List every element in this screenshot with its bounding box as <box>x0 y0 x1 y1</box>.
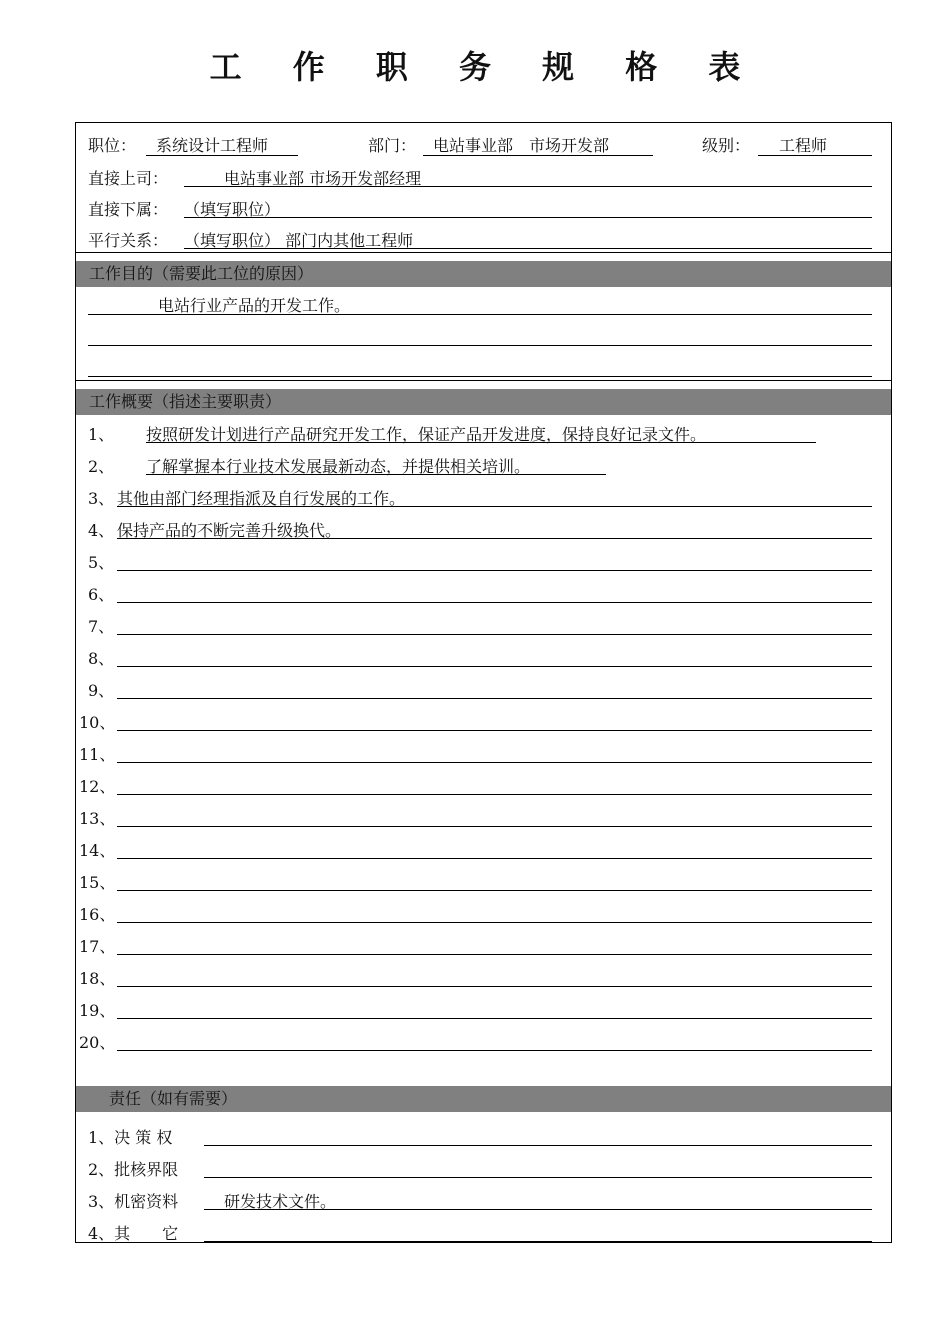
responsibility-value[interactable] <box>224 1221 950 1247</box>
summary-item-text[interactable] <box>117 582 950 608</box>
responsibility-line <box>204 1209 872 1210</box>
summary-item-text[interactable] <box>117 902 950 928</box>
summary-item-number: 15、 <box>79 873 116 892</box>
summary-item-number: 14、 <box>79 841 116 860</box>
summary-item-text[interactable] <box>117 966 950 992</box>
responsibility-line <box>204 1241 872 1242</box>
summary-item-number: 13、 <box>79 809 116 828</box>
responsibility-heading: 责任（如有需要） <box>109 1089 238 1108</box>
summary-heading-bar <box>76 389 891 415</box>
summary-heading: 工作概要（指述主要职责） <box>89 392 282 411</box>
summary-item-line <box>117 762 872 763</box>
summary-item-number: 1、 <box>88 425 115 444</box>
summary-item-text[interactable]: 保持产品的不断完善升级换代。 <box>117 521 342 540</box>
summary-item-line <box>117 1018 872 1019</box>
responsibility-label: 3、机密资料 <box>88 1192 179 1211</box>
summary-item-number: 17、 <box>79 937 116 956</box>
subordinate-label: 直接下属： <box>88 200 169 219</box>
summary-item-number: 16、 <box>79 905 116 924</box>
summary-item-number: 5、 <box>88 553 115 572</box>
purpose-line-2 <box>88 345 872 346</box>
responsibility-line <box>204 1145 872 1146</box>
summary-item-number: 19、 <box>79 1001 116 1020</box>
subordinate-value[interactable]: （填写职位） <box>184 200 281 219</box>
responsibility-label: 1、决 策 权 <box>88 1128 173 1147</box>
summary-item-text[interactable] <box>117 678 950 704</box>
summary-item-number: 4、 <box>88 521 115 540</box>
supervisor-label: 直接上司： <box>88 169 169 188</box>
responsibility-line <box>204 1177 872 1178</box>
summary-item-number: 10、 <box>79 713 116 732</box>
summary-item-line <box>117 826 872 827</box>
summary-item-line <box>117 506 872 507</box>
page-title: 工 作 职 务 规 格 表 <box>209 48 761 86</box>
responsibility-value[interactable] <box>224 1157 950 1183</box>
responsibility-label: 4、其 它 <box>88 1224 179 1243</box>
summary-item-line <box>146 442 816 443</box>
responsibility-heading-bar <box>76 1086 891 1112</box>
purpose-heading: 工作目的（需要此工位的原因） <box>89 264 314 283</box>
responsibility-value[interactable] <box>224 1125 950 1151</box>
summary-item-text[interactable]: 了解掌握本行业技术发展最新动态，并提供相关培训。 <box>146 457 531 476</box>
summary-item-line <box>146 474 606 475</box>
summary-item-text[interactable] <box>117 550 950 576</box>
summary-item-number: 18、 <box>79 969 116 988</box>
summary-item-line <box>117 890 872 891</box>
summary-item-line <box>117 794 872 795</box>
parallel-value[interactable]: （填写职位） 部门内其他工程师 <box>184 231 414 250</box>
summary-item-number: 9、 <box>88 681 115 700</box>
summary-item-text[interactable] <box>117 806 950 832</box>
summary-item-line <box>117 538 872 539</box>
dept-label: 部门： <box>368 136 417 155</box>
summary-item-text[interactable] <box>117 742 950 768</box>
supervisor-value[interactable]: 电站事业部 市场开发部经理 <box>224 169 422 188</box>
summary-item-text[interactable] <box>117 1030 950 1056</box>
purpose-heading-bar <box>76 261 891 287</box>
summary-item-text[interactable] <box>117 710 950 736</box>
purpose-line-3 <box>88 376 872 377</box>
summary-item-line <box>117 1050 872 1051</box>
summary-item-line <box>117 986 872 987</box>
summary-item-line <box>117 858 872 859</box>
summary-item-text[interactable] <box>117 934 950 960</box>
summary-item-number: 12、 <box>79 777 116 796</box>
summary-item-line <box>117 954 872 955</box>
summary-item-number: 6、 <box>88 585 115 604</box>
summary-item-text[interactable] <box>117 838 950 864</box>
summary-item-line <box>117 730 872 731</box>
responsibility-label: 2、批核界限 <box>88 1160 179 1179</box>
position-label: 职位： <box>88 136 137 155</box>
summary-item-text[interactable] <box>117 870 950 896</box>
summary-item-text[interactable] <box>117 646 950 672</box>
summary-item-number: 11、 <box>79 745 116 764</box>
purpose-text[interactable]: 电站行业产品的开发工作。 <box>158 296 351 315</box>
summary-item-line <box>117 666 872 667</box>
section-divider <box>76 380 891 381</box>
summary-item-line <box>117 602 872 603</box>
parallel-label: 平行关系： <box>88 231 169 250</box>
dept-value[interactable]: 电站事业部 市场开发部 <box>433 136 610 155</box>
summary-item-number: 8、 <box>88 649 115 668</box>
summary-item-text[interactable] <box>117 774 950 800</box>
responsibility-value[interactable]: 研发技术文件。 <box>224 1192 337 1211</box>
summary-item-number: 20、 <box>79 1033 116 1052</box>
level-value[interactable]: 工程师 <box>779 136 828 155</box>
summary-item-text[interactable] <box>117 998 950 1024</box>
summary-item-line <box>117 634 872 635</box>
summary-item-number: 7、 <box>88 617 115 636</box>
summary-item-text[interactable]: 其他由部门经理指派及自行发展的工作。 <box>117 489 406 508</box>
summary-item-text[interactable] <box>117 614 950 640</box>
summary-item-number: 3、 <box>88 489 115 508</box>
level-label: 级别： <box>702 136 751 155</box>
summary-item-line <box>117 698 872 699</box>
section-divider <box>76 252 891 253</box>
summary-item-line <box>117 922 872 923</box>
summary-item-number: 2、 <box>88 457 115 476</box>
position-value[interactable]: 系统设计工程师 <box>156 136 269 155</box>
summary-item-text[interactable]: 按照研发计划进行产品研究开发工作，保证产品开发进度，保持良好记录文件。 <box>146 425 707 444</box>
summary-item-line <box>117 570 872 571</box>
